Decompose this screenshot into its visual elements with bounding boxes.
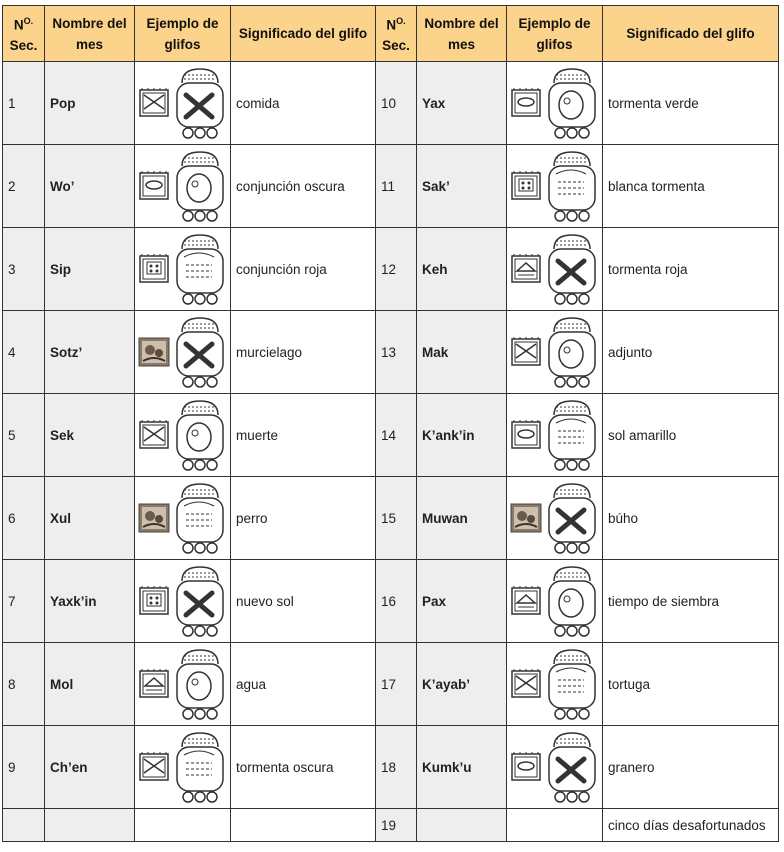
month-number: 16 <box>376 560 417 643</box>
glyph-meaning: tortuga <box>603 643 779 726</box>
mol-head-glyph-icon <box>172 646 228 722</box>
table-row <box>3 643 779 726</box>
glyph-cell <box>507 560 603 643</box>
month-name: Yax <box>417 62 507 145</box>
month-number: 13 <box>376 311 417 394</box>
glyph-meaning: tormenta roja <box>603 228 779 311</box>
header-number: $N^{O.}$ Sec. <box>3 6 45 62</box>
pax-glyph-icon <box>510 585 542 617</box>
month-name: Mak <box>417 311 507 394</box>
glyph-cell <box>507 62 603 145</box>
glyph-cell <box>135 145 231 228</box>
glyph-meaning: sol amarillo <box>603 394 779 477</box>
month-number: 9 <box>3 726 45 809</box>
pop-head-glyph-icon <box>172 65 228 141</box>
header-row <box>3 6 779 62</box>
header-glyph-meaning: Significado del glifo <box>603 6 779 62</box>
month-name: Yaxk’in <box>45 560 135 643</box>
glyph-meaning: búho <box>603 477 779 560</box>
sak-head-glyph-icon <box>544 148 600 224</box>
muwan-photo-glyph-icon <box>510 503 542 533</box>
header-glyph-example: Ejemplo de glifos <box>135 6 231 62</box>
month-name: K’ank’in <box>417 394 507 477</box>
month-name: Mol <box>45 643 135 726</box>
mol-glyph-icon <box>138 668 170 700</box>
glyph-meaning: comida <box>231 62 376 145</box>
glyph-meaning: tiempo de siembra <box>603 560 779 643</box>
table-row <box>3 809 779 842</box>
header-month-name: Nombre del mes <box>45 6 135 62</box>
maya-months-table <box>2 5 779 842</box>
kayab-head-glyph-icon <box>544 646 600 722</box>
month-name: Kumk’u <box>417 726 507 809</box>
glyph-cell <box>135 311 231 394</box>
yax-head-glyph-icon <box>544 65 600 141</box>
glyph-cell <box>135 62 231 145</box>
header-month-name: Nombre del mes <box>417 6 507 62</box>
month-name: Muwan <box>417 477 507 560</box>
month-number: 3 <box>3 228 45 311</box>
wo-head-glyph-icon <box>172 148 228 224</box>
table-row <box>3 228 779 311</box>
glyph-meaning: blanca tormenta <box>603 145 779 228</box>
glyph-cell <box>507 394 603 477</box>
xul-photo-glyph-icon <box>138 503 170 533</box>
month-number: 18 <box>376 726 417 809</box>
month-number: 12 <box>376 228 417 311</box>
month-name: Pop <box>45 62 135 145</box>
sip-glyph-icon <box>138 253 170 285</box>
table-row <box>3 145 779 228</box>
month-number: 11 <box>376 145 417 228</box>
mak-glyph-icon <box>510 336 542 368</box>
mak-head-glyph-icon <box>544 314 600 390</box>
month-number: 14 <box>376 394 417 477</box>
pop-glyph-icon <box>138 87 170 119</box>
header-number: $N^{O.}$ Sec. <box>376 6 417 62</box>
glyph-cell <box>135 560 231 643</box>
month-name: Sak’ <box>417 145 507 228</box>
glyph-meaning: cinco días desafortunados <box>603 809 779 842</box>
glyph-meaning: conjunción roja <box>231 228 376 311</box>
glyph-cell <box>507 643 603 726</box>
month-name: Sip <box>45 228 135 311</box>
sek-glyph-icon <box>138 419 170 451</box>
empty-cell <box>3 809 45 842</box>
month-name: Sek <box>45 394 135 477</box>
sek-head-glyph-icon <box>172 397 228 473</box>
month-number: 17 <box>376 643 417 726</box>
yax-glyph-icon <box>510 87 542 119</box>
month-number: 1 <box>3 62 45 145</box>
table-row <box>3 62 779 145</box>
sotz-head-glyph-icon <box>172 314 228 390</box>
kumku-glyph-icon <box>510 751 542 783</box>
sip-head-glyph-icon <box>172 231 228 307</box>
month-name: Ch’en <box>45 726 135 809</box>
month-number: 19 <box>376 809 417 842</box>
table-row <box>3 560 779 643</box>
glyph-cell <box>507 228 603 311</box>
glyph-cell <box>507 145 603 228</box>
month-number: 7 <box>3 560 45 643</box>
table-row <box>3 311 779 394</box>
empty-cell <box>135 809 231 842</box>
table-row <box>3 394 779 477</box>
month-number: 15 <box>376 477 417 560</box>
yaxkin-head-glyph-icon <box>172 563 228 639</box>
muwan-head-glyph-icon <box>544 480 600 556</box>
glyph-cell <box>135 228 231 311</box>
pax-head-glyph-icon <box>544 563 600 639</box>
glyph-meaning: granero <box>603 726 779 809</box>
sotz-photo-glyph-icon <box>138 337 170 367</box>
month-number: 8 <box>3 643 45 726</box>
glyph-cell <box>135 394 231 477</box>
kumku-head-glyph-icon <box>544 729 600 805</box>
month-name: Wo’ <box>45 145 135 228</box>
yaxkin-glyph-icon <box>138 585 170 617</box>
month-number: 10 <box>376 62 417 145</box>
chen-head-glyph-icon <box>172 729 228 805</box>
kayab-glyph-icon <box>510 668 542 700</box>
empty-cell <box>231 809 376 842</box>
kankin-glyph-icon <box>510 419 542 451</box>
month-name: K’ayab’ <box>417 643 507 726</box>
empty-cell <box>417 809 507 842</box>
glyph-meaning: adjunto <box>603 311 779 394</box>
xul-head-glyph-icon <box>172 480 228 556</box>
month-number: 2 <box>3 145 45 228</box>
glyph-meaning: tormenta oscura <box>231 726 376 809</box>
glyph-cell <box>135 726 231 809</box>
empty-cell <box>507 809 603 842</box>
glyph-meaning: muerte <box>231 394 376 477</box>
glyph-meaning: tormenta verde <box>603 62 779 145</box>
glyph-cell <box>135 643 231 726</box>
glyph-cell <box>507 726 603 809</box>
table-row <box>3 477 779 560</box>
glyph-cell <box>135 477 231 560</box>
glyph-meaning: conjunción oscura <box>231 145 376 228</box>
glyph-meaning: nuevo sol <box>231 560 376 643</box>
month-name: Keh <box>417 228 507 311</box>
month-number: 5 <box>3 394 45 477</box>
month-name: Sotz’ <box>45 311 135 394</box>
header-glyph-meaning: Significado del glifo <box>231 6 376 62</box>
glyph-cell <box>507 311 603 394</box>
glyph-meaning: agua <box>231 643 376 726</box>
table-row <box>3 726 779 809</box>
header-glyph-example: Ejemplo de glifos <box>507 6 603 62</box>
glyph-meaning: murcielago <box>231 311 376 394</box>
month-number: 4 <box>3 311 45 394</box>
glyph-meaning: perro <box>231 477 376 560</box>
glyph-cell <box>507 477 603 560</box>
sak-glyph-icon <box>510 170 542 202</box>
month-name: Pax <box>417 560 507 643</box>
kankin-head-glyph-icon <box>544 397 600 473</box>
month-number: 6 <box>3 477 45 560</box>
month-name: Xul <box>45 477 135 560</box>
keh-head-glyph-icon <box>544 231 600 307</box>
keh-glyph-icon <box>510 253 542 285</box>
wo-glyph-icon <box>138 170 170 202</box>
chen-glyph-icon <box>138 751 170 783</box>
empty-cell <box>45 809 135 842</box>
